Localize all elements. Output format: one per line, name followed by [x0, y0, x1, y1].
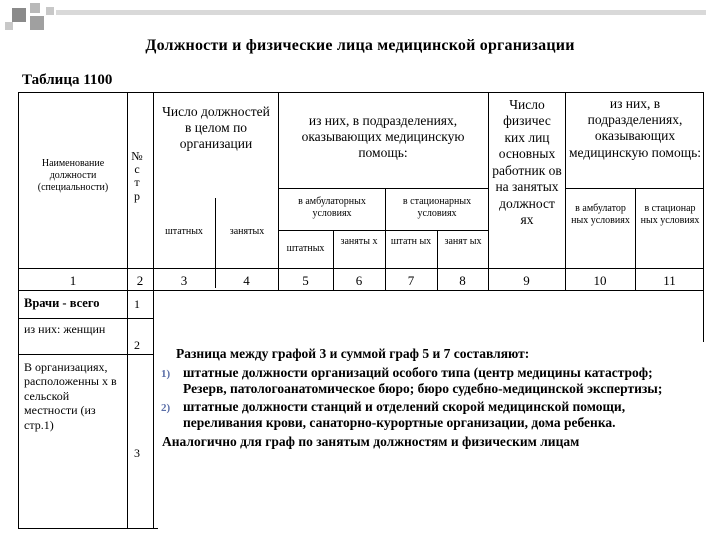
header-occupied: занятых [229, 226, 265, 237]
overlay-note [158, 342, 708, 532]
header-ambulatory: в амбулаторных условиях [298, 196, 366, 219]
header-occupied-amb: заняты х [340, 236, 378, 247]
page-title: Должности и физические лица медицинской организации [145, 37, 575, 54]
col-number: 2 [136, 273, 144, 288]
header-row-no: № с т р [131, 149, 143, 203]
row-name: из них: женщин [24, 322, 106, 336]
header-name-col: Наименование должности (специальности) [37, 158, 109, 193]
note-item-text: штатные должности станций и отделений скорой медицинской помощи, переливания крови, санаторно-курортные организации, дома ребенка. [183, 398, 626, 430]
col-number: 9 [523, 273, 530, 288]
note-item-text: штатные должности организаций особого типа (центр медицины катастроф; Резерв, патологоанатомическое бюро; бюро судебно-медицинской экспертизы; [183, 364, 663, 396]
list-marker: 2) [161, 401, 171, 414]
col-number: 1 [69, 273, 77, 288]
col-number: 10 [593, 273, 607, 288]
row-name: Врачи - всего [24, 296, 100, 310]
header-staffed-inp: штатн ых [390, 236, 432, 247]
col-number: 5 [302, 273, 309, 288]
note-heading: Разница между графой 3 и суммой граф 5 и 7 составляют: [176, 346, 530, 361]
list-marker: 1) [161, 367, 171, 380]
header-subdivisions: из них, в подразделениях, оказывающих медицинскую помощь: [301, 113, 465, 161]
col-number: 8 [459, 273, 466, 288]
header-inpatient: в стационарных условиях [402, 196, 472, 219]
header-staffed-amb: штатных [286, 243, 325, 254]
note-footer: Аналогично для граф по занятым должностям и физическим лицам [162, 433, 580, 449]
row-name: В организациях, расположенны х в сельской местности (из стр.1) [24, 360, 117, 432]
header-ambulatory-2: в амбулатор ных условиях [571, 203, 630, 226]
col-number: 6 [355, 273, 363, 288]
header-subdivisions-2: из них, в подразделениях, оказывающих медицинскую помощь: [568, 96, 701, 160]
col-number: 4 [243, 273, 250, 288]
col-number: 11 [663, 273, 676, 288]
col-number: 7 [407, 273, 415, 288]
row-number: 2 [134, 338, 140, 352]
header-individuals: Число физичес ких лиц основных работник ов на занятых должност ях [492, 97, 562, 228]
header-occupied-inp: занят ых [444, 236, 482, 247]
row-number: 3 [134, 446, 140, 460]
row-number: 1 [134, 297, 140, 311]
header-positions-total: Число должностей в целом по организации [162, 104, 270, 152]
header-staffed: штатных [165, 226, 203, 237]
header-inpatient-2: в стационар ных условиях [640, 203, 700, 226]
table-label: Таблица 1100 [22, 72, 113, 88]
col-number: 3 [180, 273, 188, 288]
